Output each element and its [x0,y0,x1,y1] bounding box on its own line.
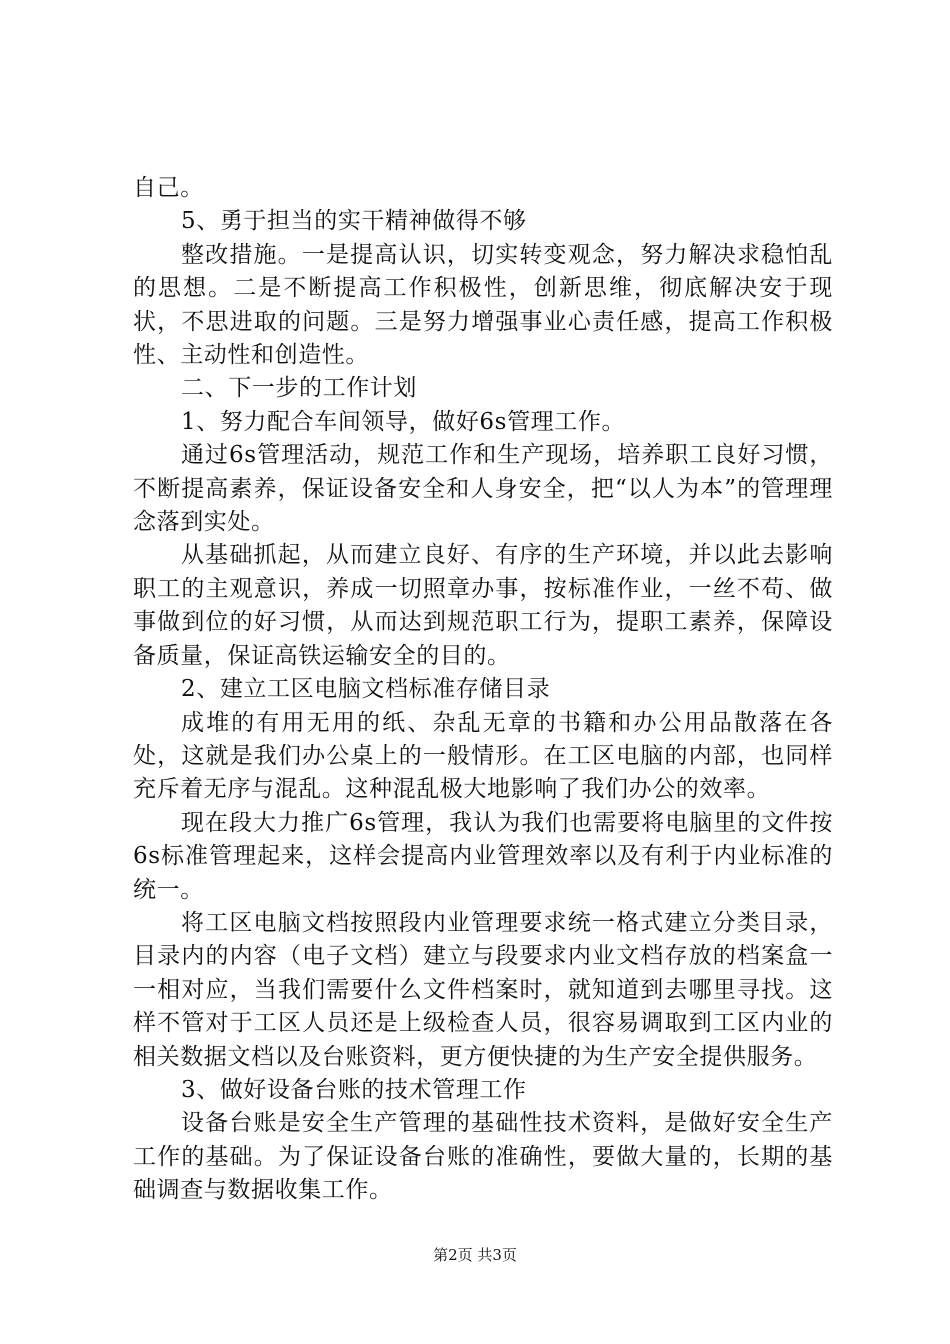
paragraph: 从基础抓起，从而建立良好、有序的生产环境，并以此去影响职工的主观意识，养成一切照章办事，按标准作业，一丝不苟、做事做到位的好习惯，从而达到规范职工行为，提职工素养，保障设备质量，保证高铁运输安全的目的。 [133,542,833,669]
section-heading: 3、做好设备台账的技术管理工作 [181,1076,527,1103]
paragraph: 现在段大力推广6s管理，我认为我们也需要将电脑里的文件按6s标准管理起来，这样会提高内业管理效率以及有利于内业标准的统一。 [133,809,833,903]
section-heading: 5、勇于担当的实干精神做得不够 [181,208,527,235]
paragraph: 整改措施。一是提高认识，切实转变观念，努力解决求稳怕乱的思想。二是不断提高工作积极性，创新思维，彻底解决安于现状，不思进取的问题。三是努力增强事业心责任感，提高工作积极性、主动性和创造性。 [133,241,833,369]
paragraph: 将工区电脑文档按照段内业管理要求统一格式建立分类目录，目录内的内容（电子文档）建立与段要求内业文档存放的档案盒一一相对应，当我们需要什么文件档案时，就知道到去哪里寻找。这样不管对于工区人员还是上级检查人员，很容易调取到工区内业的相关数据文档以及台账资料，更方便快捷的为生产安全提供服务。 [133,909,833,1070]
document-body [133,172,833,1208]
section-heading: 二、下一步的工作计划 [181,375,417,402]
paragraph: 设备台账是安全生产管理的基础性技术资料，是做好安全生产工作的基础。为了保证设备台账的准确性，要做大量的，长期的基础调查与数据收集工作。 [133,1110,833,1204]
paragraph: 成堆的有用无用的纸、杂乱无章的书籍和办公用品散落在各处，这就是我们办公桌上的一般情形。在工区电脑的内部，也同样充斥着无序与混乱。这种混乱极大地影响了我们办公的效率。 [133,709,833,803]
paragraph: 自己。 [133,175,204,201]
page-number-footer: 第2页 共3页 [433,1246,517,1264]
section-heading: 1、努力配合车间领导，做好6s管理工作。 [181,408,626,435]
paragraph: 通过6s管理活动，规范工作和生产现场，培养职工良好习惯，不断提高素养，保证设备安全和人身安全，把“以人为本”的管理理念落到实处。 [133,442,833,536]
section-heading: 2、建立工区电脑文档标准存储目录 [181,676,551,703]
